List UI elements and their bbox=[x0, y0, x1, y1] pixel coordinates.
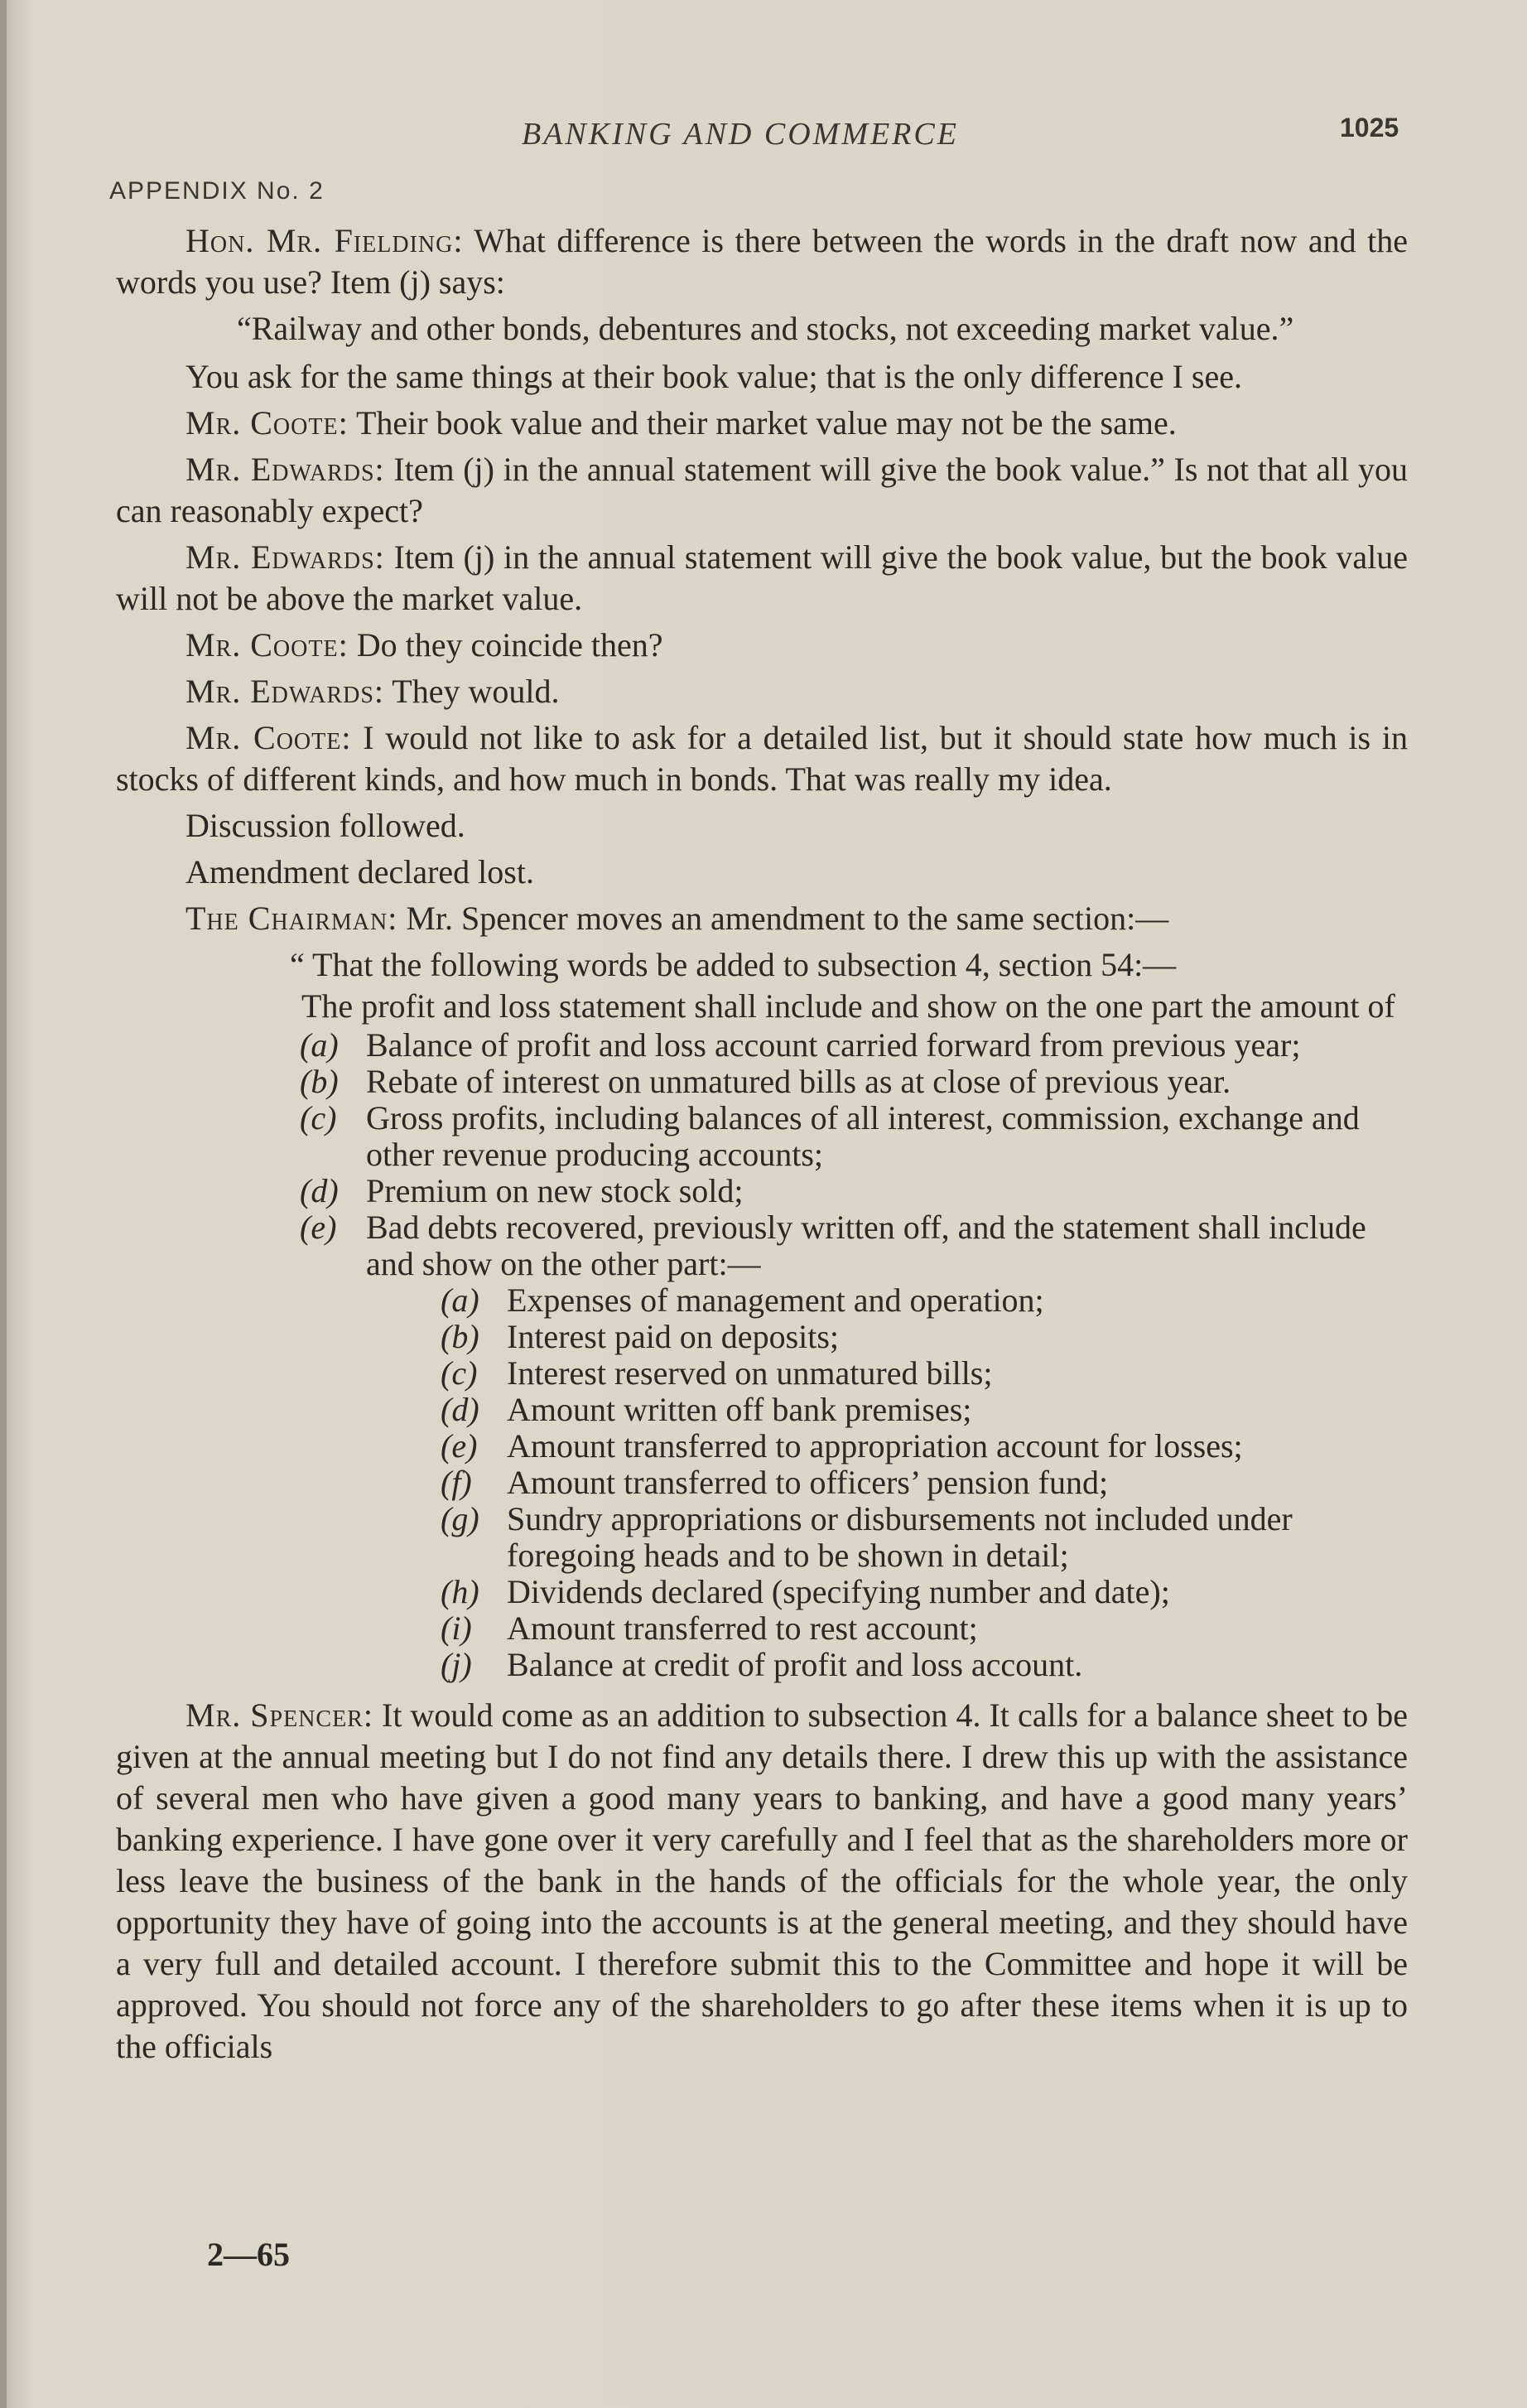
item-label: (b) bbox=[441, 1318, 479, 1355]
list-item bbox=[441, 1319, 1408, 1355]
speaker-name: Mr. Edwards: bbox=[185, 451, 385, 488]
paragraph-text: Item (j) in the annual statement will give the book value.” Is not that all you can reasonably expect? bbox=[116, 451, 1408, 529]
item-text: Balance of profit and loss account carried forward from previous year; bbox=[366, 1026, 1301, 1064]
speaker-name: Mr. Coote: bbox=[185, 719, 352, 756]
paragraph-lost bbox=[116, 852, 1408, 893]
paragraph-coote-1 bbox=[116, 403, 1408, 444]
amendment-items bbox=[300, 1027, 1408, 1683]
appendix-label: APPENDIX No. 2 bbox=[109, 177, 325, 205]
item-label: (a) bbox=[300, 1026, 339, 1064]
paragraph-chairman bbox=[116, 898, 1408, 939]
speaker-name: The Chairman: bbox=[185, 900, 398, 937]
page-binding-edge bbox=[0, 0, 7, 2408]
paragraph-fielding bbox=[116, 220, 1408, 303]
item-label: (f) bbox=[441, 1464, 472, 1501]
paragraph-edwards-2 bbox=[116, 537, 1408, 620]
paragraph-text: Mr. Spencer moves an amendment to the same section:— bbox=[397, 900, 1169, 937]
paragraph-coote-3 bbox=[116, 717, 1408, 800]
item-label: (c) bbox=[300, 1099, 337, 1136]
item-label: (d) bbox=[300, 1172, 339, 1209]
item-label: (e) bbox=[300, 1209, 337, 1246]
item-text: Interest reserved on unmatured bills; bbox=[507, 1354, 993, 1392]
list-item bbox=[441, 1465, 1408, 1501]
quote-text: “Railway and other bonds, debentures and stocks, not exceeding market value.” bbox=[237, 310, 1294, 347]
paragraph-text: You ask for the same things at their book value; that is the only difference I see. bbox=[185, 358, 1242, 395]
item-text: Gross profits, including balances of all interest, commission, exchange and other revenue producing accounts; bbox=[366, 1099, 1360, 1173]
item-text: Balance at credit of profit and loss account. bbox=[507, 1646, 1083, 1683]
item-text: Amount written off bank premises; bbox=[507, 1391, 972, 1428]
running-title: BANKING AND COMMERCE bbox=[522, 117, 959, 152]
item-label: (e) bbox=[441, 1427, 478, 1465]
speaker-name: Mr. Coote: bbox=[185, 404, 349, 442]
paragraph-text: What difference is there between the words in the draft now and the words you use? Item (j) says: bbox=[116, 222, 1408, 301]
list-item bbox=[441, 1428, 1408, 1465]
document-body bbox=[116, 220, 1408, 2073]
paragraph-text: Do they coincide then? bbox=[348, 626, 663, 664]
amendment-sub-items bbox=[441, 1282, 1408, 1683]
item-text: Interest paid on deposits; bbox=[507, 1318, 840, 1355]
paragraph-book-value bbox=[116, 356, 1408, 398]
item-text: Premium on new stock sold; bbox=[366, 1172, 744, 1209]
item-label: (a) bbox=[441, 1281, 479, 1319]
paragraph-text: I would not like to ask for a detailed list, but it should state how much is in stocks of different kinds, and how much in bonds. That was really my idea. bbox=[116, 719, 1409, 798]
speaker-name: Mr. Coote: bbox=[185, 626, 349, 664]
item-label: (j) bbox=[441, 1646, 472, 1683]
item-label: (d) bbox=[441, 1391, 479, 1428]
item-text: Rebate of interest on unmatured bills as at close of previous year. bbox=[366, 1063, 1231, 1100]
item-label: (c) bbox=[441, 1354, 478, 1392]
page-header bbox=[0, 113, 1527, 157]
item-text: Amount transferred to rest account; bbox=[507, 1609, 978, 1647]
list-item bbox=[441, 1610, 1408, 1647]
item-text: Amount transferred to appropriation account for losses; bbox=[507, 1427, 1243, 1465]
item-text: Sundry appropriations or disbursements not included under foregoing heads and to be shown in detail; bbox=[507, 1500, 1293, 1574]
amendment-intro: “ That the following words be added to subsection 4, section 54:— bbox=[290, 946, 1177, 983]
speaker-name: Mr. Spencer: bbox=[185, 1696, 373, 1734]
paragraph-edwards-1 bbox=[116, 449, 1408, 532]
item-label: (b) bbox=[300, 1063, 339, 1100]
paragraph-discussion bbox=[116, 805, 1408, 847]
list-item bbox=[300, 1027, 1408, 1064]
signature-mark: 2—65 bbox=[207, 2236, 290, 2273]
quoted-item-j bbox=[219, 308, 1408, 350]
speaker-name: Mr. Edwards: bbox=[185, 673, 385, 710]
item-text: Dividends declared (specifying number and date); bbox=[507, 1573, 1170, 1610]
list-item bbox=[300, 1173, 1408, 1209]
paragraph-coote-2 bbox=[116, 625, 1408, 666]
speaker-name: Hon. Mr. Fielding: bbox=[185, 222, 464, 259]
amendment-block bbox=[116, 944, 1408, 1683]
paragraph-text: Discussion followed. bbox=[185, 807, 465, 844]
list-item bbox=[300, 1064, 1408, 1100]
paragraph-text: Amendment declared lost. bbox=[185, 853, 534, 890]
item-label: (i) bbox=[441, 1609, 472, 1647]
list-item bbox=[441, 1647, 1408, 1683]
list-item bbox=[441, 1574, 1408, 1610]
list-item bbox=[300, 1209, 1408, 1683]
item-label: (h) bbox=[441, 1573, 479, 1610]
item-text: Bad debts recovered, previously written off, and the statement shall include and show on the other part:— bbox=[366, 1209, 1366, 1282]
list-item bbox=[441, 1501, 1408, 1574]
paragraph-text: It would come as an addition to subsection 4. It calls for a balance sheet to be given at the annual meeting but I do not find any details there. I drew this up with the assistance of several men who have given a good many years to banking, and have a good many years’ banking experience. I have gone over it very carefully and I feel that as the shareholders more or less leave the business of the bank in the hands of the officials for the whole year, the only opportunity they have of going into the accounts is at the general meeting, and they should have a very full and detailed account. I therefore submit this to the Committee and hope it will be approved. You should not force any of the shareholders to go after these items when it is up to the officials bbox=[116, 1696, 1409, 2065]
paragraph-text: They would. bbox=[384, 673, 560, 710]
page-number: 1025 bbox=[1340, 113, 1399, 142]
speaker-name: Mr. Edwards: bbox=[185, 538, 385, 576]
paragraph-text: Item (j) in the annual statement will give the book value, but the book value will not be above the market value. bbox=[116, 538, 1408, 617]
paragraph-spencer bbox=[116, 1695, 1408, 2068]
list-item bbox=[441, 1355, 1408, 1392]
list-item bbox=[441, 1282, 1408, 1319]
paragraph-edwards-3 bbox=[116, 671, 1408, 712]
list-item bbox=[300, 1100, 1408, 1173]
item-text: Expenses of management and operation; bbox=[507, 1281, 1044, 1319]
list-item bbox=[441, 1392, 1408, 1428]
paragraph-text: Their book value and their market value may not be the same. bbox=[348, 404, 1177, 442]
amendment-paragraph: The profit and loss statement shall include and show on the one part the amount of bbox=[301, 987, 1395, 1025]
item-label: (g) bbox=[441, 1500, 479, 1537]
item-text: Amount transferred to officers’ pension fund; bbox=[507, 1464, 1109, 1501]
